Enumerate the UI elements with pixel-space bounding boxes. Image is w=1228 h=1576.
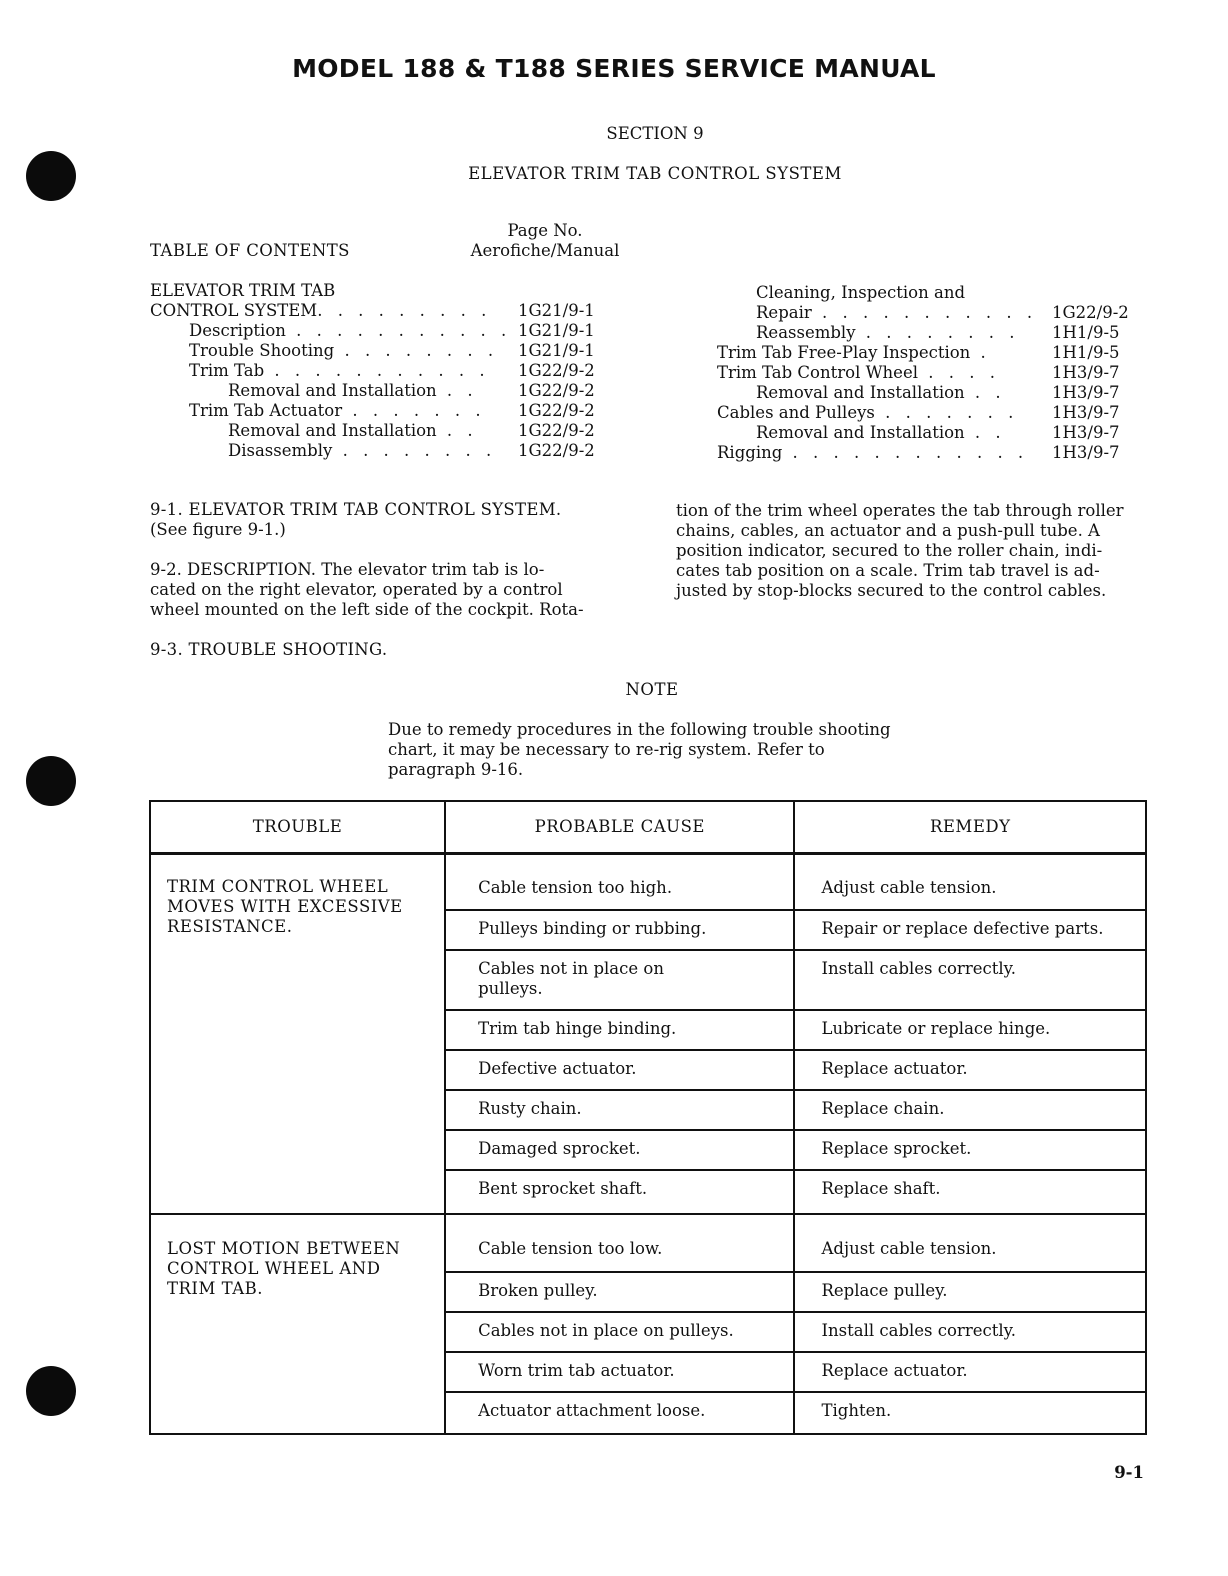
toc-entry[interactable]: Reassembly . . . . . . . . (756, 323, 1020, 342)
cause-cell: Trim tab hinge binding. (445, 1010, 794, 1050)
remedy-cell: Adjust cable tension. (794, 854, 1146, 911)
binder-hole-middle (26, 756, 76, 806)
cause-cell: Rusty chain. (445, 1090, 794, 1130)
paragraph-9-2-right: tion of the trim wheel operates the tab through roller chains, cables, an actuator and a push-pull tube. A position indicator, secured to the roller chain, indi- cates tab position on a scale. Trim tab travel is ad- justed by stop-blocks secured to the control cables. (676, 501, 1124, 600)
toc-entry[interactable]: CONTROL SYSTEM. . . . . . . . . (150, 301, 492, 320)
chart-header-remedy: REMEDY (794, 801, 1146, 854)
chart-header-trouble: TROUBLE (150, 801, 445, 854)
toc-page: 1G22/9-2 (518, 401, 595, 420)
cause-cell: Broken pulley. (445, 1272, 794, 1312)
remedy-cell: Replace shaft. (794, 1170, 1146, 1214)
toc-page: 1G22/9-2 (518, 421, 595, 440)
toc-entry[interactable]: Removal and Installation . . (756, 383, 1006, 402)
remedy-cell: Replace actuator. (794, 1050, 1146, 1090)
toc-entry[interactable]: Trim Tab . . . . . . . . . . . (189, 361, 490, 380)
page-number: 9-1 (1114, 1463, 1144, 1482)
note-title: NOTE (625, 680, 679, 699)
toc-entry[interactable]: Removal and Installation . . (756, 423, 1006, 442)
toc-page-no-heading: Page No. (507, 221, 583, 240)
remedy-cell: Lubricate or replace hinge. (794, 1010, 1146, 1050)
cause-cell: Cables not in place on pulleys. (445, 950, 794, 1010)
cause-cell: Worn trim tab actuator. (445, 1352, 794, 1392)
toc-page: 1G22/9-2 (518, 381, 595, 400)
toc-entry[interactable]: Cables and Pulleys . . . . . . . (717, 403, 1019, 422)
cause-cell: Bent sprocket shaft. (445, 1170, 794, 1214)
table-row (150, 1214, 1146, 1272)
trouble-cell: TRIM CONTROL WHEEL MOVES WITH EXCESSIVE RESISTANCE. (150, 854, 445, 1215)
remedy-cell: Replace actuator. (794, 1352, 1146, 1392)
toc-page: 1H3/9-7 (1052, 403, 1120, 422)
remedy-cell: Replace pulley. (794, 1272, 1146, 1312)
cause-cell: Defective actuator. (445, 1050, 794, 1090)
chart-header-row (150, 801, 1146, 854)
toc-page: 1H3/9-7 (1052, 423, 1120, 442)
toc-entry[interactable]: Repair . . . . . . . . . . . (756, 303, 1038, 322)
chart-header-probable-cause: PROBABLE CAUSE (445, 801, 794, 854)
remedy-cell: Install cables correctly. (794, 950, 1146, 1010)
cause-cell: Actuator attachment loose. (445, 1392, 794, 1434)
toc-page: 1H3/9-7 (1052, 363, 1120, 382)
remedy-cell: Adjust cable tension. (794, 1214, 1146, 1272)
toc-entry[interactable]: Cleaning, Inspection and (756, 283, 966, 302)
toc-entry[interactable]: ELEVATOR TRIM TAB (150, 281, 336, 300)
toc-page: 1G22/9-2 (518, 441, 595, 460)
toc-page-no-subheading: Aerofiche/Manual (470, 241, 620, 260)
toc-page: 1H3/9-7 (1052, 443, 1120, 462)
toc-entry[interactable]: Disassembly . . . . . . . . (228, 441, 497, 460)
toc-page: 1G22/9-2 (1052, 303, 1129, 322)
toc-page: 1G22/9-2 (518, 361, 595, 380)
remedy-cell: Replace chain. (794, 1090, 1146, 1130)
binder-hole-bottom (26, 1366, 76, 1416)
toc-entry[interactable]: Description . . . . . . . . . . . (189, 321, 512, 340)
toc-page: 1H1/9-5 (1052, 323, 1120, 342)
manual-header: MODEL 188 & T188 SERIES SERVICE MANUAL (292, 54, 936, 83)
paragraph-9-1-heading: 9-1. ELEVATOR TRIM TAB CONTROL SYSTEM. (150, 500, 562, 519)
remedy-cell: Repair or replace defective parts. (794, 910, 1146, 950)
section-title: ELEVATOR TRIM TAB CONTROL SYSTEM (468, 164, 842, 183)
remedy-cell: Tighten. (794, 1392, 1146, 1434)
toc-page: 1H3/9-7 (1052, 383, 1120, 402)
paragraph-9-1 (150, 500, 620, 540)
toc-entry[interactable]: Trouble Shooting . . . . . . . . (189, 341, 499, 360)
toc-entry[interactable]: Trim Tab Actuator . . . . . . . (189, 401, 486, 420)
trouble-shooting-chart (149, 800, 1147, 1435)
cause-cell: Damaged sprocket. (445, 1130, 794, 1170)
trouble-cell: LOST MOTION BETWEEN CONTROL WHEEL AND TRIM TAB. (150, 1214, 445, 1434)
paragraph-9-3-heading: 9-3. TROUBLE SHOOTING. (150, 640, 388, 659)
toc-title: TABLE OF CONTENTS (150, 241, 350, 260)
toc-page: 1G21/9-1 (518, 321, 595, 340)
section-label: SECTION 9 (606, 124, 704, 143)
cause-cell: Cable tension too low. (445, 1214, 794, 1272)
cause-cell: Cables not in place on pulleys. (445, 1312, 794, 1352)
table-row (150, 854, 1146, 911)
toc-page: 1G21/9-1 (518, 301, 595, 320)
toc-page: 1G21/9-1 (518, 341, 595, 360)
toc-entry[interactable]: Trim Tab Control Wheel . . . . (717, 363, 1000, 382)
toc-entry[interactable]: Rigging . . . . . . . . . . . . (717, 443, 1029, 462)
note-body: Due to remedy procedures in the following trouble shooting chart, it may be necessary to re-rig system. Refer to paragraph 9-16. (388, 720, 891, 779)
toc-entry[interactable]: Removal and Installation . . (228, 381, 478, 400)
remedy-cell: Install cables correctly. (794, 1312, 1146, 1352)
toc-page: 1H1/9-5 (1052, 343, 1120, 362)
toc-entry[interactable]: Removal and Installation . . (228, 421, 478, 440)
paragraph-9-2-left: 9-2. DESCRIPTION. The elevator trim tab is lo- cated on the right elevator, operated by a control wheel mounted on the left side of the cockpit. Rota- (150, 560, 584, 619)
toc-entry[interactable]: Trim Tab Free-Play Inspection . (717, 343, 991, 362)
cause-cell: Pulleys binding or rubbing. (445, 910, 794, 950)
paragraph-9-1-reference: (See figure 9-1.) (150, 520, 286, 539)
remedy-cell: Replace sprocket. (794, 1130, 1146, 1170)
cause-cell: Cable tension too high. (445, 854, 794, 911)
